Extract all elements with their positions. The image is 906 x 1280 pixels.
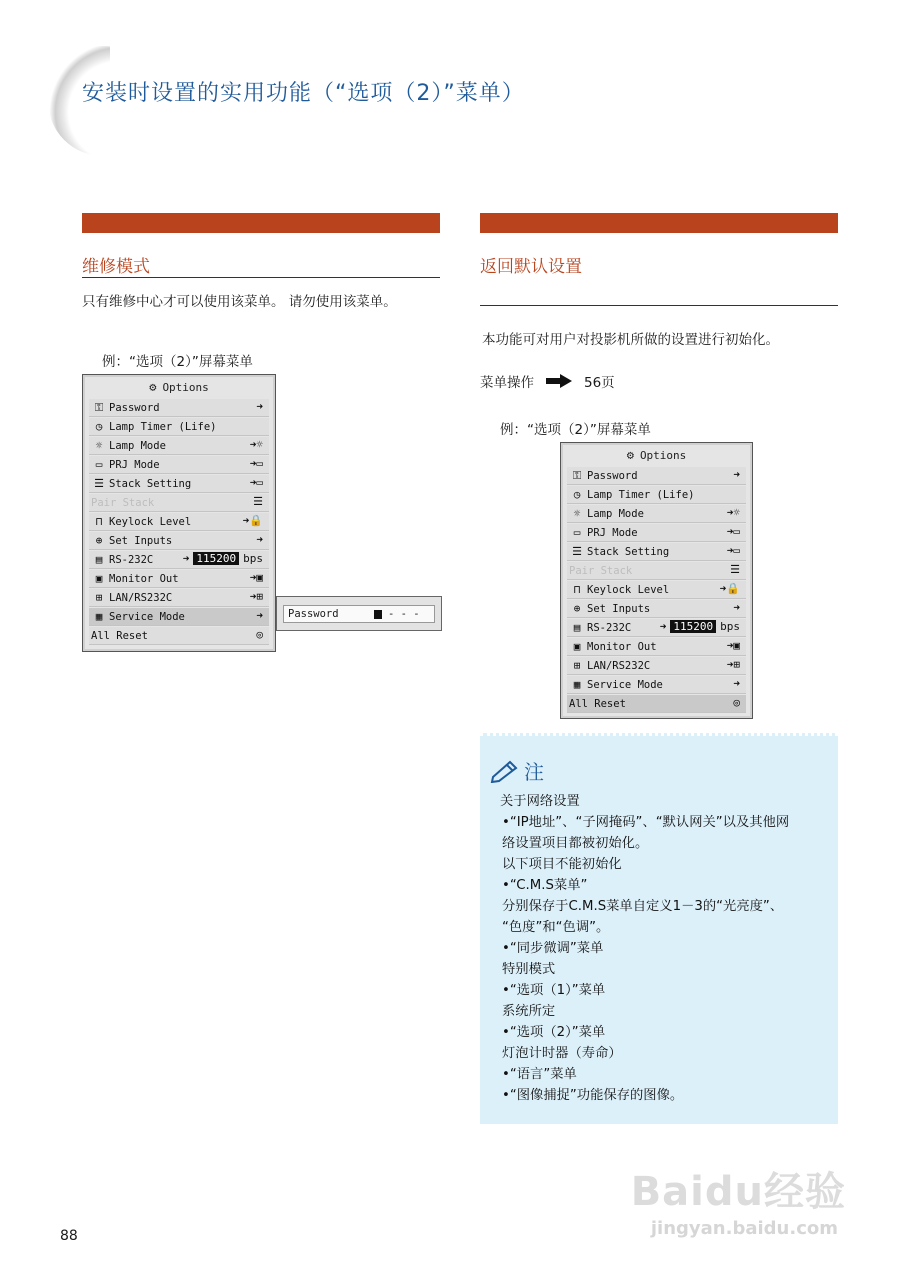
serial-port-icon: ▤ bbox=[573, 621, 581, 634]
password-popup bbox=[276, 596, 442, 631]
osd-item-rs232c[interactable]: ▤ RS-232C ➜ 115200 bps bbox=[567, 619, 746, 637]
osd-item-lan-rs232c[interactable]: ⊞ LAN/RS232C ➜⊞ bbox=[89, 589, 269, 607]
osd-menu-right bbox=[560, 442, 753, 719]
options-icon: ⚙ bbox=[626, 448, 634, 462]
osd-item-set-inputs[interactable]: ⊕ Set Inputs ➜ bbox=[89, 532, 269, 550]
osd-item-lamp-mode[interactable]: ☼ Lamp Mode ➜☼ bbox=[567, 505, 746, 523]
left-section-bar bbox=[82, 213, 440, 233]
note-line: •“图像捕捉”功能保存的图像。 bbox=[502, 1088, 684, 1103]
note-line: “色度”和“色调”。 bbox=[502, 920, 610, 935]
osd-title: ⚙ Options bbox=[149, 380, 209, 394]
note-line: •“C.M.S菜单” bbox=[502, 878, 588, 893]
osd-item-prj-mode[interactable]: ▭ PRJ Mode ➜▭ bbox=[567, 524, 746, 542]
right-section-heading: 返回默认设置 bbox=[480, 257, 582, 277]
timer-icon: ◷ bbox=[573, 488, 581, 501]
stack-icon: ☰ bbox=[94, 477, 104, 490]
osd-item-service-mode[interactable]: ▦ Service Mode ➜ bbox=[567, 676, 746, 694]
note-line: •“同步微调”菜单 bbox=[502, 941, 604, 956]
osd-item-monitor-out[interactable]: ▣ Monitor Out ➜▣ bbox=[89, 570, 269, 588]
arrow-right-icon bbox=[542, 373, 576, 389]
password-field[interactable]: Password - - - bbox=[283, 605, 435, 623]
note-line: •“选项（2）”菜单 bbox=[502, 1025, 606, 1040]
note-line: •“IP地址”、“子网掩码”、“默认网关”以及其他网 bbox=[502, 815, 790, 830]
right-heading-rule bbox=[480, 305, 838, 306]
reset-icon: ◎ bbox=[256, 628, 263, 641]
right-example-label: 例：“选项（2）”屏幕菜单 bbox=[500, 422, 651, 438]
key-icon: ⚿ bbox=[572, 468, 582, 482]
reset-icon: ◎ bbox=[733, 696, 740, 709]
note-line: •“选项（1）”菜单 bbox=[502, 983, 606, 998]
watermark-url: jingyan.baidu.com bbox=[650, 1218, 838, 1239]
lamp-icon: ☼ bbox=[573, 507, 581, 520]
lock-icon: ⊓ bbox=[573, 583, 581, 596]
network-icon: ⊞ bbox=[573, 659, 581, 672]
lamp-icon: ☼ bbox=[95, 439, 103, 452]
left-section-heading: 维修模式 bbox=[82, 257, 150, 277]
osd-item-stack-setting[interactable]: ☰ Stack Setting ➜▭ bbox=[89, 475, 269, 493]
projector-icon: ▭ bbox=[573, 526, 581, 539]
note-line: 特别模式 bbox=[502, 962, 556, 977]
osd-item-lan-rs232c[interactable]: ⊞ LAN/RS232C ➜⊞ bbox=[567, 657, 746, 675]
projector-icon: ▭ bbox=[95, 458, 103, 471]
page-number: 88 bbox=[60, 1228, 78, 1244]
note-line: •“语言”菜单 bbox=[502, 1067, 577, 1082]
osd-menu-left bbox=[82, 374, 276, 652]
osd-item-all-reset[interactable]: All Reset ◎ bbox=[89, 627, 269, 645]
osd-item-set-inputs[interactable]: ⊕ Set Inputs ➜ bbox=[567, 600, 746, 618]
page-title: 安装时设置的实用功能（“选项（2）”菜单） bbox=[82, 81, 525, 106]
note-line: 络设置项目都被初始化。 bbox=[502, 836, 649, 851]
baud-rate-value: 115200 bbox=[670, 620, 716, 633]
osd-item-lamp-timer[interactable]: ◷ Lamp Timer (Life) bbox=[89, 418, 269, 436]
note-lines bbox=[500, 791, 789, 1106]
note-line: 以下项目不能初始化 bbox=[502, 857, 622, 872]
left-body-text: 只有维修中心才可以使用该菜单。 请勿使用该菜单。 bbox=[82, 294, 397, 310]
note-line: 系统所定 bbox=[502, 1004, 556, 1019]
osd-item-pair-stack: Pair Stack ☰ bbox=[567, 562, 746, 580]
note-heading: 注 bbox=[490, 756, 544, 785]
serial-port-icon: ▤ bbox=[95, 553, 103, 566]
osd-item-all-reset[interactable]: All Reset ◎ bbox=[567, 695, 746, 713]
osd-item-lamp-timer[interactable]: ◷ Lamp Timer (Life) bbox=[567, 486, 746, 504]
pencil-icon bbox=[490, 759, 520, 783]
stack-icon: ☰ bbox=[572, 545, 582, 558]
watermark-brand: Baidu经验 bbox=[630, 1169, 846, 1215]
osd-title: ⚙ Options bbox=[626, 448, 687, 462]
osd-item-prj-mode[interactable]: ▭ PRJ Mode ➜▭ bbox=[89, 456, 269, 474]
osd-item-stack-setting[interactable]: ☰ Stack Setting ➜▭ bbox=[567, 543, 746, 561]
left-example-label: 例：“选项（2）”屏幕菜单 bbox=[102, 354, 253, 370]
timer-icon: ◷ bbox=[95, 420, 103, 433]
inputs-icon: ⊕ bbox=[95, 534, 103, 547]
left-heading-rule bbox=[82, 277, 440, 278]
osd-item-lamp-mode[interactable]: ☼ Lamp Mode ➜☼ bbox=[89, 437, 269, 455]
cursor-block bbox=[374, 610, 382, 619]
network-icon: ⊞ bbox=[95, 591, 103, 604]
options-icon: ⚙ bbox=[149, 380, 157, 394]
osd-item-service-mode[interactable]: ▦ Service Mode ➜ bbox=[89, 608, 269, 626]
monitor-icon: ▣ bbox=[95, 572, 103, 585]
inputs-icon: ⊕ bbox=[573, 602, 581, 615]
note-line: 分别保存于C.M.S菜单自定义1－3的“光亮度”、 bbox=[502, 899, 784, 914]
osd-item-monitor-out[interactable]: ▣ Monitor Out ➜▣ bbox=[567, 638, 746, 656]
osd-item-password[interactable]: ⚿ Password ➜ bbox=[89, 399, 269, 417]
osd-item-password[interactable]: ⚿ Password ➜ bbox=[567, 467, 746, 485]
right-body-text: 本功能可对用户对投影机所做的设置进行初始化。 bbox=[482, 332, 779, 348]
note-box bbox=[480, 733, 838, 1124]
lock-icon: ⊓ bbox=[95, 515, 103, 528]
osd-item-rs232c[interactable]: ▤ RS-232C ➜ 115200 bps bbox=[89, 551, 269, 569]
baud-rate-value: 115200 bbox=[193, 552, 239, 565]
right-section-bar bbox=[480, 213, 838, 233]
note-line: 灯泡计时器（寿命） bbox=[502, 1046, 622, 1061]
menu-operation-ref: 菜单操作 56页 bbox=[480, 375, 615, 391]
monitor-icon: ▣ bbox=[573, 640, 581, 653]
key-icon: ⚿ bbox=[94, 400, 104, 414]
service-icon: ▦ bbox=[573, 678, 581, 691]
service-icon: ▦ bbox=[95, 610, 103, 623]
osd-item-keylock-level[interactable]: ⊓ Keylock Level ➜🔒 bbox=[89, 513, 269, 531]
osd-item-pair-stack: Pair Stack ☰ bbox=[89, 494, 269, 512]
osd-item-keylock-level[interactable]: ⊓ Keylock Level ➜🔒 bbox=[567, 581, 746, 599]
note-line: 关于网络设置 bbox=[500, 794, 580, 809]
